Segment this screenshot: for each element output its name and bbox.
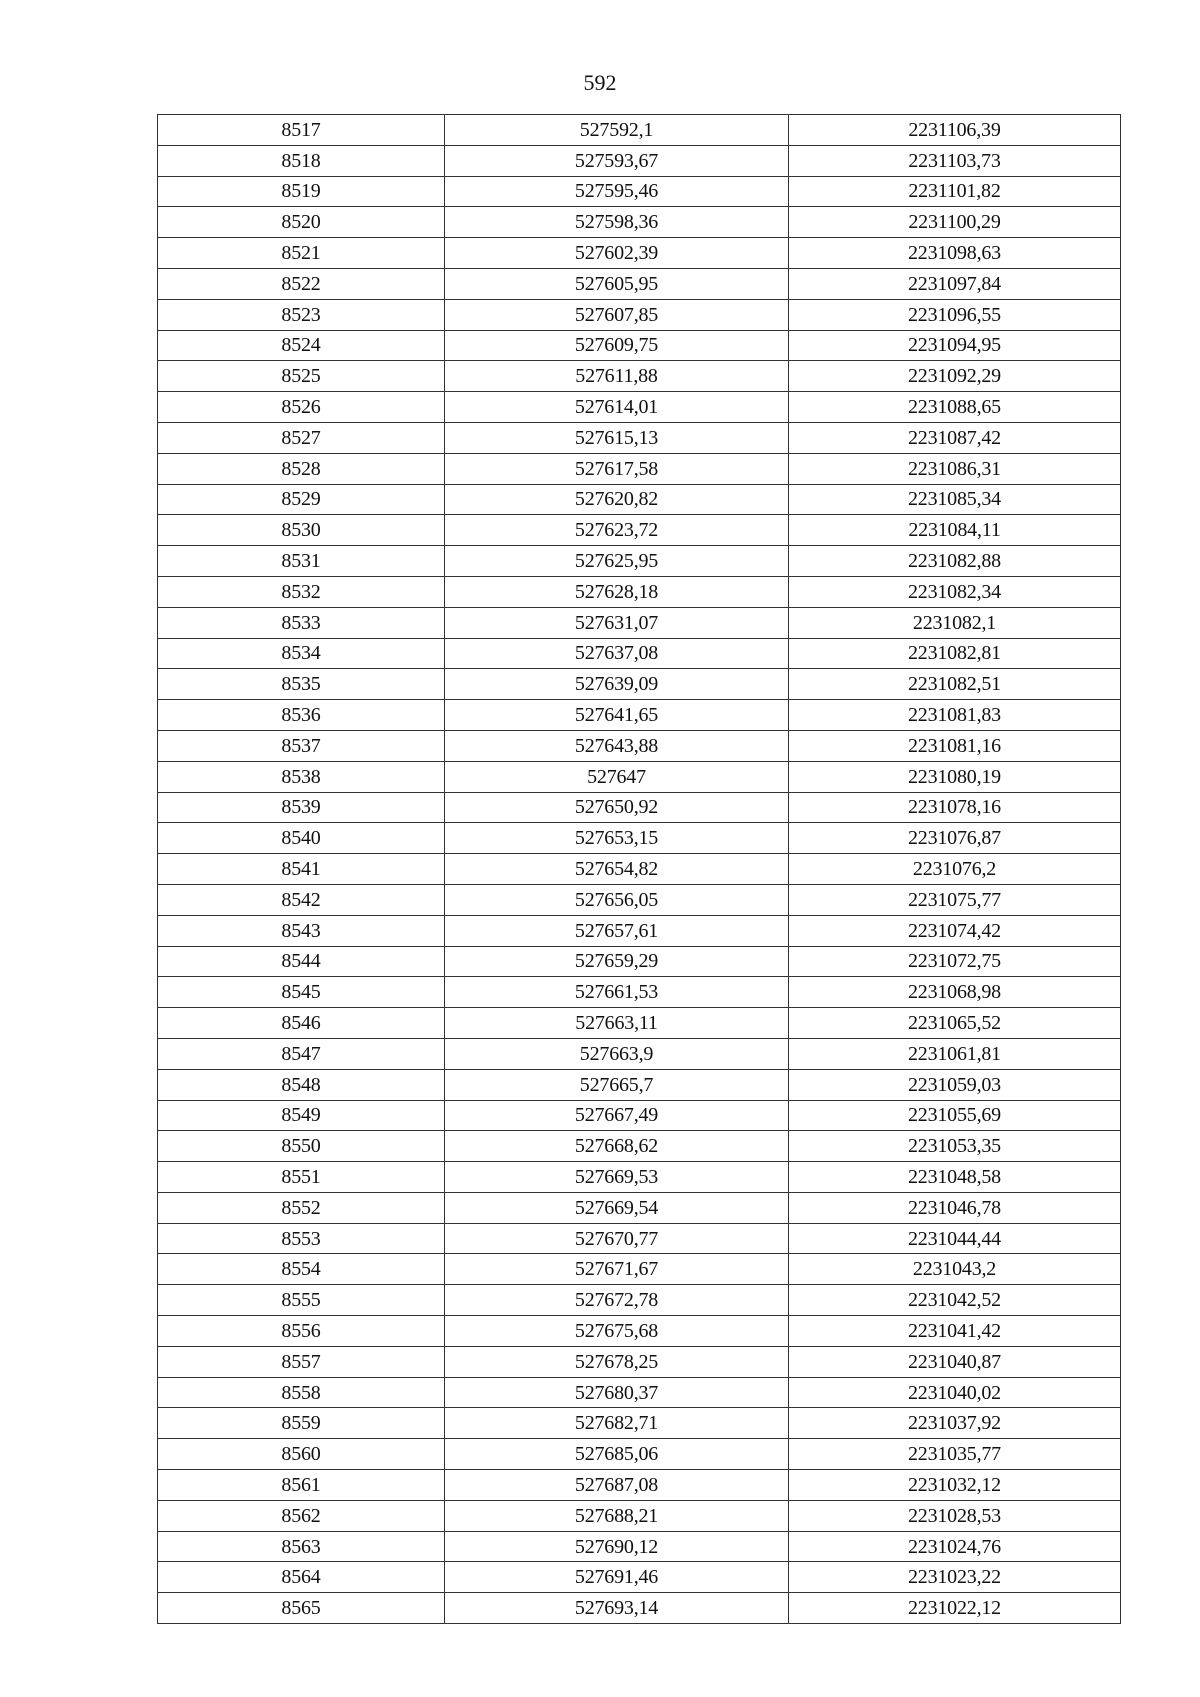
table-row [158, 792, 1121, 823]
page-number: 592 [583, 70, 617, 95]
y-coordinate-cell: 2231037,92 [789, 1408, 1121, 1439]
x-coordinate-cell: 527667,49 [445, 1100, 789, 1131]
table-row [158, 823, 1121, 854]
point-number-cell: 8564 [158, 1562, 445, 1593]
y-coordinate-cell: 2231042,52 [789, 1285, 1121, 1316]
y-coordinate-cell: 2231040,02 [789, 1377, 1121, 1408]
x-coordinate-cell: 527661,53 [445, 977, 789, 1008]
table-row [158, 546, 1121, 577]
point-number-cell: 8558 [158, 1377, 445, 1408]
point-number-cell: 8552 [158, 1192, 445, 1223]
point-number-cell: 8520 [158, 207, 445, 238]
point-number-cell: 8523 [158, 299, 445, 330]
x-coordinate-cell: 527637,08 [445, 638, 789, 669]
table-row [158, 1439, 1121, 1470]
table-row [158, 392, 1121, 423]
y-coordinate-cell: 2231065,52 [789, 1008, 1121, 1039]
x-coordinate-cell: 527593,67 [445, 145, 789, 176]
table-row [158, 607, 1121, 638]
x-coordinate-cell: 527657,61 [445, 915, 789, 946]
y-coordinate-cell: 2231094,95 [789, 330, 1121, 361]
x-coordinate-cell: 527641,65 [445, 700, 789, 731]
table-row [158, 1500, 1121, 1531]
x-coordinate-cell: 527611,88 [445, 361, 789, 392]
x-coordinate-cell: 527615,13 [445, 422, 789, 453]
table-row [158, 115, 1121, 146]
y-coordinate-cell: 2231092,29 [789, 361, 1121, 392]
y-coordinate-cell: 2231032,12 [789, 1470, 1121, 1501]
y-coordinate-cell: 2231082,34 [789, 576, 1121, 607]
table-row [158, 1593, 1121, 1624]
y-coordinate-cell: 2231061,81 [789, 1038, 1121, 1069]
point-number-cell: 8540 [158, 823, 445, 854]
x-coordinate-cell: 527595,46 [445, 176, 789, 207]
x-coordinate-cell: 527691,46 [445, 1562, 789, 1593]
point-number-cell: 8534 [158, 638, 445, 669]
table-row [158, 361, 1121, 392]
y-coordinate-cell: 2231085,34 [789, 484, 1121, 515]
point-number-cell: 8549 [158, 1100, 445, 1131]
y-coordinate-cell: 2231106,39 [789, 115, 1121, 146]
point-number-cell: 8524 [158, 330, 445, 361]
table-row [158, 299, 1121, 330]
table-row [158, 238, 1121, 269]
y-coordinate-cell: 2231041,42 [789, 1316, 1121, 1347]
point-number-cell: 8525 [158, 361, 445, 392]
y-coordinate-cell: 2231082,81 [789, 638, 1121, 669]
x-coordinate-cell: 527678,25 [445, 1346, 789, 1377]
y-coordinate-cell: 2231101,82 [789, 176, 1121, 207]
x-coordinate-cell: 527628,18 [445, 576, 789, 607]
point-number-cell: 8551 [158, 1162, 445, 1193]
table-row [158, 1008, 1121, 1039]
x-coordinate-cell: 527643,88 [445, 730, 789, 761]
table-row [158, 1192, 1121, 1223]
y-coordinate-cell: 2231096,55 [789, 299, 1121, 330]
x-coordinate-cell: 527592,1 [445, 115, 789, 146]
y-coordinate-cell: 2231084,11 [789, 515, 1121, 546]
point-number-cell: 8545 [158, 977, 445, 1008]
table-row [158, 1162, 1121, 1193]
y-coordinate-cell: 2231043,2 [789, 1254, 1121, 1285]
y-coordinate-cell: 2231082,1 [789, 607, 1121, 638]
table-row [158, 484, 1121, 515]
point-number-cell: 8538 [158, 761, 445, 792]
y-coordinate-cell: 2231076,2 [789, 854, 1121, 885]
x-coordinate-cell: 527625,95 [445, 546, 789, 577]
y-coordinate-cell: 2231086,31 [789, 453, 1121, 484]
y-coordinate-cell: 2231074,42 [789, 915, 1121, 946]
y-coordinate-cell: 2231068,98 [789, 977, 1121, 1008]
point-number-cell: 8550 [158, 1131, 445, 1162]
x-coordinate-cell: 527605,95 [445, 268, 789, 299]
x-coordinate-cell: 527647 [445, 761, 789, 792]
y-coordinate-cell: 2231081,16 [789, 730, 1121, 761]
x-coordinate-cell: 527690,12 [445, 1531, 789, 1562]
y-coordinate-cell: 2231046,78 [789, 1192, 1121, 1223]
y-coordinate-cell: 2231072,75 [789, 946, 1121, 977]
point-number-cell: 8557 [158, 1346, 445, 1377]
table-row [158, 977, 1121, 1008]
x-coordinate-cell: 527607,85 [445, 299, 789, 330]
y-coordinate-cell: 2231059,03 [789, 1069, 1121, 1100]
point-number-cell: 8561 [158, 1470, 445, 1501]
table-row [158, 330, 1121, 361]
table-row [158, 669, 1121, 700]
x-coordinate-cell: 527656,05 [445, 884, 789, 915]
table-row [158, 730, 1121, 761]
y-coordinate-cell: 2231082,88 [789, 546, 1121, 577]
point-number-cell: 8543 [158, 915, 445, 946]
y-coordinate-cell: 2231028,53 [789, 1500, 1121, 1531]
point-number-cell: 8518 [158, 145, 445, 176]
table-row [158, 1408, 1121, 1439]
x-coordinate-cell: 527663,9 [445, 1038, 789, 1069]
x-coordinate-cell: 527650,92 [445, 792, 789, 823]
table-row [158, 1377, 1121, 1408]
table-row [158, 1131, 1121, 1162]
table-row [158, 700, 1121, 731]
x-coordinate-cell: 527669,53 [445, 1162, 789, 1193]
y-coordinate-cell: 2231035,77 [789, 1439, 1121, 1470]
table-row [158, 422, 1121, 453]
x-coordinate-cell: 527623,72 [445, 515, 789, 546]
point-number-cell: 8565 [158, 1593, 445, 1624]
y-coordinate-cell: 2231055,69 [789, 1100, 1121, 1131]
table-body [158, 115, 1121, 1624]
point-number-cell: 8554 [158, 1254, 445, 1285]
x-coordinate-cell: 527598,36 [445, 207, 789, 238]
point-number-cell: 8542 [158, 884, 445, 915]
x-coordinate-cell: 527688,21 [445, 1500, 789, 1531]
x-coordinate-cell: 527672,78 [445, 1285, 789, 1316]
x-coordinate-cell: 527654,82 [445, 854, 789, 885]
x-coordinate-cell: 527620,82 [445, 484, 789, 515]
table-row [158, 1346, 1121, 1377]
y-coordinate-cell: 2231088,65 [789, 392, 1121, 423]
table-row [158, 1285, 1121, 1316]
x-coordinate-cell: 527670,77 [445, 1223, 789, 1254]
y-coordinate-cell: 2231081,83 [789, 700, 1121, 731]
point-number-cell: 8522 [158, 268, 445, 299]
table-row [158, 761, 1121, 792]
y-coordinate-cell: 2231097,84 [789, 268, 1121, 299]
table-row [158, 1100, 1121, 1131]
y-coordinate-cell: 2231103,73 [789, 145, 1121, 176]
y-coordinate-cell: 2231048,58 [789, 1162, 1121, 1193]
x-coordinate-cell: 527668,62 [445, 1131, 789, 1162]
y-coordinate-cell: 2231023,22 [789, 1562, 1121, 1593]
point-number-cell: 8553 [158, 1223, 445, 1254]
point-number-cell: 8527 [158, 422, 445, 453]
x-coordinate-cell: 527693,14 [445, 1593, 789, 1624]
table-row [158, 268, 1121, 299]
x-coordinate-cell: 527639,09 [445, 669, 789, 700]
point-number-cell: 8541 [158, 854, 445, 885]
point-number-cell: 8528 [158, 453, 445, 484]
x-coordinate-cell: 527653,15 [445, 823, 789, 854]
x-coordinate-cell: 527609,75 [445, 330, 789, 361]
point-number-cell: 8555 [158, 1285, 445, 1316]
table-row [158, 1562, 1121, 1593]
table-row [158, 1531, 1121, 1562]
x-coordinate-cell: 527659,29 [445, 946, 789, 977]
table-row [158, 1254, 1121, 1285]
table-row [158, 453, 1121, 484]
point-number-cell: 8517 [158, 115, 445, 146]
y-coordinate-cell: 2231087,42 [789, 422, 1121, 453]
table-row [158, 1223, 1121, 1254]
point-number-cell: 8563 [158, 1531, 445, 1562]
point-number-cell: 8530 [158, 515, 445, 546]
point-number-cell: 8547 [158, 1038, 445, 1069]
y-coordinate-cell: 2231082,51 [789, 669, 1121, 700]
table-row [158, 1038, 1121, 1069]
x-coordinate-cell: 527671,67 [445, 1254, 789, 1285]
table-row [158, 207, 1121, 238]
x-coordinate-cell: 527680,37 [445, 1377, 789, 1408]
table-row [158, 576, 1121, 607]
point-number-cell: 8539 [158, 792, 445, 823]
point-number-cell: 8526 [158, 392, 445, 423]
point-number-cell: 8556 [158, 1316, 445, 1347]
table-row [158, 1069, 1121, 1100]
y-coordinate-cell: 2231100,29 [789, 207, 1121, 238]
table-row [158, 1316, 1121, 1347]
table-row [158, 145, 1121, 176]
x-coordinate-cell: 527602,39 [445, 238, 789, 269]
point-number-cell: 8562 [158, 1500, 445, 1531]
table-row [158, 884, 1121, 915]
y-coordinate-cell: 2231075,77 [789, 884, 1121, 915]
x-coordinate-cell: 527665,7 [445, 1069, 789, 1100]
x-coordinate-cell: 527617,58 [445, 453, 789, 484]
y-coordinate-cell: 2231044,44 [789, 1223, 1121, 1254]
table-row [158, 915, 1121, 946]
point-number-cell: 8548 [158, 1069, 445, 1100]
x-coordinate-cell: 527663,11 [445, 1008, 789, 1039]
table-row [158, 946, 1121, 977]
point-number-cell: 8559 [158, 1408, 445, 1439]
point-number-cell: 8536 [158, 700, 445, 731]
x-coordinate-cell: 527685,06 [445, 1439, 789, 1470]
x-coordinate-cell: 527675,68 [445, 1316, 789, 1347]
point-number-cell: 8532 [158, 576, 445, 607]
point-number-cell: 8546 [158, 1008, 445, 1039]
y-coordinate-cell: 2231098,63 [789, 238, 1121, 269]
point-number-cell: 8531 [158, 546, 445, 577]
table-row [158, 1470, 1121, 1501]
point-number-cell: 8537 [158, 730, 445, 761]
y-coordinate-cell: 2231024,76 [789, 1531, 1121, 1562]
y-coordinate-cell: 2231053,35 [789, 1131, 1121, 1162]
x-coordinate-cell: 527614,01 [445, 392, 789, 423]
point-number-cell: 8519 [158, 176, 445, 207]
x-coordinate-cell: 527631,07 [445, 607, 789, 638]
point-number-cell: 8533 [158, 607, 445, 638]
point-number-cell: 8544 [158, 946, 445, 977]
y-coordinate-cell: 2231080,19 [789, 761, 1121, 792]
coordinates-table [157, 114, 1121, 1624]
table-row [158, 176, 1121, 207]
point-number-cell: 8535 [158, 669, 445, 700]
y-coordinate-cell: 2231040,87 [789, 1346, 1121, 1377]
table-row [158, 638, 1121, 669]
x-coordinate-cell: 527682,71 [445, 1408, 789, 1439]
point-number-cell: 8521 [158, 238, 445, 269]
x-coordinate-cell: 527669,54 [445, 1192, 789, 1223]
y-coordinate-cell: 2231022,12 [789, 1593, 1121, 1624]
y-coordinate-cell: 2231076,87 [789, 823, 1121, 854]
y-coordinate-cell: 2231078,16 [789, 792, 1121, 823]
point-number-cell: 8529 [158, 484, 445, 515]
x-coordinate-cell: 527687,08 [445, 1470, 789, 1501]
table-row [158, 515, 1121, 546]
table-row [158, 854, 1121, 885]
point-number-cell: 8560 [158, 1439, 445, 1470]
